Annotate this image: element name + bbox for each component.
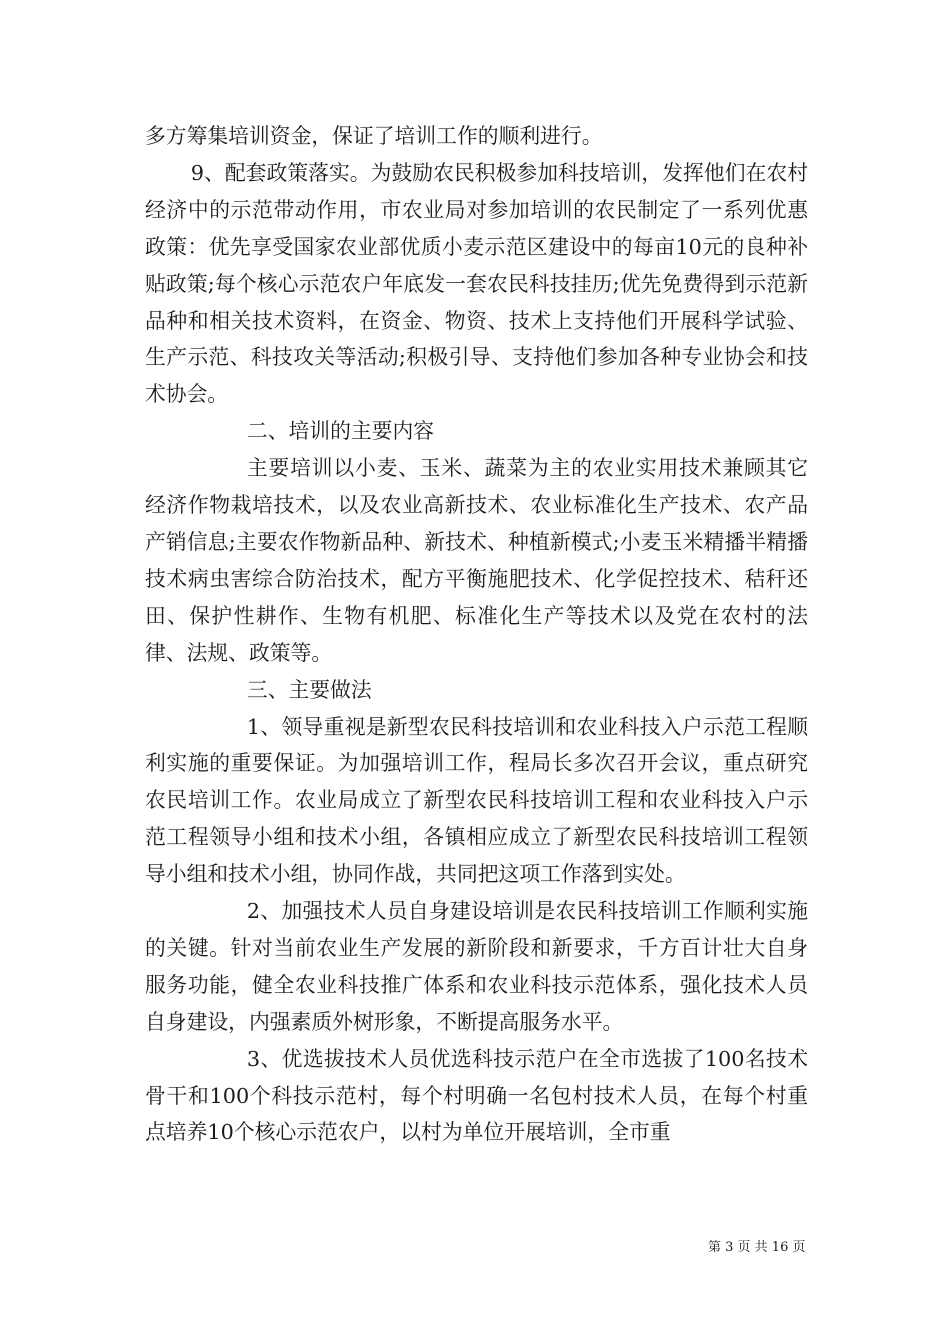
section-heading-training-content: 二、培训的主要内容 (246, 419, 435, 444)
page-number-footer: 第 3 页 共 16 页 (708, 1240, 806, 1255)
paragraph-selection: 3、优选拔技术人员优选科技示范户在全市选拔了100名技术骨干和100个科技示范村，每个村明确一名包村技术人员，在每个村重点培养10个核心示范农户，以村为单位开展培训，全市重 (145, 1046, 808, 1145)
document-body (145, 118, 808, 1151)
paragraph-policy: 9、配套政策落实。为鼓励农民积极参加科技培训，发挥他们在农村经济中的示范带动作用，市农业局对参加培训的农民制定了一系列优惠政策：优先享受国家农业部优质小麦示范区建设中的每亩10元的良种补贴政策;每个核心示范农户年底发一套农民科技挂历;优先免费得到示范新品种和相关技术资料，在资金、物资、技术上支持他们开展科学试验、生产示范、科技攻关等活动;积极引导、支持他们参加各种专业协会和技术协会。 (145, 160, 808, 407)
paragraph-training-content: 主要培训以小麦、玉米、蔬菜为主的农业实用技术兼顾其它经济作物栽培技术，以及农业高新技术、农业标准化生产技术、农产品产销信息;主要农作物新品种、新技术、种植新模式;小麦玉米精播半精播技术病虫害综合防治技术，配方平衡施肥技术、化学促控技术、秸秆还田、保护性耕作、生物有机肥、标准化生产等技术以及党在农村的法律、法规、政策等。 (145, 456, 808, 665)
paragraph-leadership: 1、领导重视是新型农民科技培训和农业科技入户示范工程顺利实施的重要保证。为加强培训工作，程局长多次召开会议，重点研究农民培训工作。农业局成立了新型农民科技培训工程和农业科技入户示范工程领导小组和技术小组，各镇相应成立了新型农民科技培训工程领导小组和技术小组，协同作战，共同把这项工作落到实处。 (145, 714, 808, 887)
paragraph-staff-training: 2、加强技术人员自身建设培训是农民科技培训工作顺利实施的关键。针对当前农业生产发展的新阶段和新要求，千方百计壮大自身服务功能，健全农业科技推广体系和农业科技示范体系，强化技术人员自身建设，内强素质外树形象，不断提高服务水平。 (145, 899, 808, 1034)
paragraph-continuation: 多方筹集培训资金，保证了培训工作的顺利进行。 (145, 124, 603, 148)
section-heading-main-methods: 三、主要做法 (246, 677, 372, 702)
